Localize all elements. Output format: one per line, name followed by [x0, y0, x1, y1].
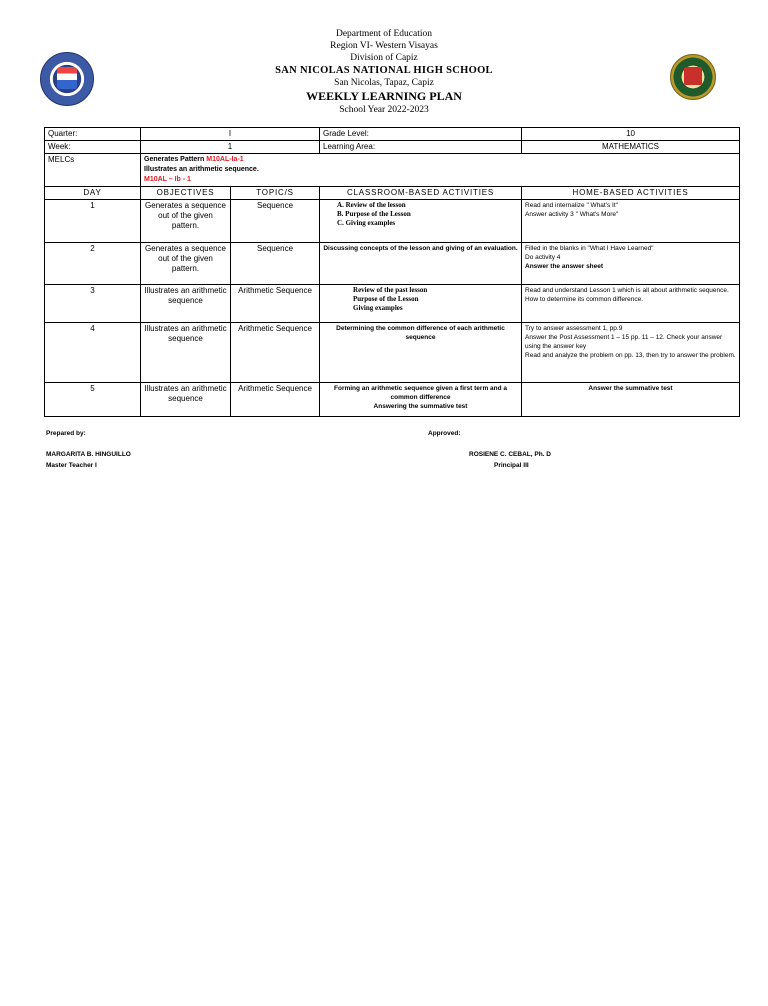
approved-label: Approved:: [428, 430, 461, 437]
header-topics: TOPIC/S: [231, 187, 320, 200]
objective-cell: Generates a sequence out of the given pattern.: [141, 200, 231, 243]
prepared-by-label: Prepared by:: [46, 430, 86, 437]
home-item: Read and understand Lesson 1 which is all about arithmetic sequence. How to determine its common difference.: [525, 287, 729, 303]
classroom-item: Review of the past lesson: [353, 286, 428, 294]
melc-2-code: M10AL – Ib - 1: [144, 176, 191, 183]
home-cell: [522, 200, 740, 243]
objective-cell: Illustrates an arithmetic sequence: [141, 285, 231, 323]
department-line: Department of Education: [335, 29, 433, 39]
area-value: MATHEMATICS: [522, 141, 740, 154]
home-item: Read and analyze the problem on pp. 13, then try to answer the problem.: [525, 352, 736, 359]
header-objectives: OBJECTIVES: [141, 187, 231, 200]
objective-cell: Illustrates an arithmetic sequence: [141, 323, 231, 383]
melc-1-text: Generates Pattern: [144, 156, 205, 163]
classroom-item: Forming an arithmetic sequence given a first term and a common difference: [334, 385, 508, 401]
header-classroom: CLASSROOM-BASED ACTIVITIES: [320, 187, 522, 200]
weekly-plan-table: [44, 127, 740, 417]
topic-cell: Arithmetic Sequence: [231, 323, 320, 383]
topic-cell: Arithmetic Sequence: [231, 285, 320, 323]
table-row: [45, 200, 740, 243]
week-label: Week:: [45, 141, 141, 154]
classroom-cell: [320, 285, 522, 323]
document-title: WEEKLY LEARNING PLAN: [306, 89, 462, 103]
school-year: School Year 2022-2023: [339, 105, 429, 115]
classroom-item: B. Purpose of the Lesson: [337, 210, 411, 218]
classroom-item: Discussing concepts of the lesson and giving of an evaluation.: [323, 245, 518, 252]
classroom-cell: [320, 383, 522, 417]
region-line: Region VI- Western Visayas: [330, 41, 438, 51]
classroom-cell: [320, 323, 522, 383]
day-cell: 3: [45, 285, 141, 323]
grade-label: Grade Level:: [320, 128, 522, 141]
area-label: Learning Area:: [320, 141, 522, 154]
column-header-row: [45, 187, 740, 200]
table-row: [45, 285, 740, 323]
topic-cell: Sequence: [231, 200, 320, 243]
home-item: Read and internalize " What's It": [525, 202, 618, 209]
quarter-value: I: [141, 128, 320, 141]
quarter-label: Quarter:: [45, 128, 141, 141]
approver-title: Principal III: [494, 462, 529, 469]
home-cell: [522, 243, 740, 285]
division-line: Division of Capiz: [350, 53, 418, 63]
home-item: Do activity 4: [525, 254, 561, 261]
classroom-cell: [320, 200, 522, 243]
header-home: HOME-BASED ACTIVITIES: [522, 187, 740, 200]
objective-cell: Illustrates an arithmetic sequence: [141, 383, 231, 417]
home-item: Answer the answer sheet: [525, 263, 604, 270]
quarter-row: [45, 128, 740, 141]
classroom-item: Purpose of the Lesson: [353, 295, 419, 303]
melc-2-text: Illustrates an arithmetic sequence.: [144, 166, 259, 173]
letterhead: [0, 28, 768, 116]
home-item: Filled in the blanks in "What I Have Learned": [525, 245, 654, 252]
table-row: [45, 383, 740, 417]
classroom-item: Determining the common difference of each arithmetic sequence: [336, 325, 505, 341]
classroom-item: Giving examples: [353, 304, 403, 312]
classroom-item: Answering the summative test: [373, 403, 468, 410]
home-cell: [522, 323, 740, 383]
preparer-name: MARGARITA B. HINGUILLO: [46, 451, 131, 458]
home-item: Answer the summative test: [588, 385, 673, 392]
classroom-cell: [320, 243, 522, 285]
preparer-title: Master Teacher I: [46, 462, 97, 469]
day-cell: 4: [45, 323, 141, 383]
melcs-row: [45, 154, 740, 187]
melc-1: [144, 155, 736, 165]
header-day: DAY: [45, 187, 141, 200]
week-row: [45, 141, 740, 154]
week-value: 1: [141, 141, 320, 154]
topic-cell: Sequence: [231, 243, 320, 285]
melcs-label: MELCs: [45, 154, 141, 187]
day-cell: 1: [45, 200, 141, 243]
school-address: San Nicolas, Tapaz, Capiz: [334, 78, 434, 88]
home-cell: [522, 285, 740, 323]
table-row: [45, 323, 740, 383]
day-cell: 5: [45, 383, 141, 417]
day-cell: 2: [45, 243, 141, 285]
melcs-content: [141, 154, 740, 187]
home-item: Try to answer assessment 1, pp.9: [525, 325, 623, 332]
home-item: Answer the Post Assessment 1 – 15 pp. 11 – 12. Check your answer using the answer key: [525, 334, 723, 350]
objective-cell: Generates a sequence out of the given pattern.: [141, 243, 231, 285]
school-name: SAN NICOLAS NATIONAL HIGH SCHOOL: [275, 65, 493, 76]
approver-name: ROSIENE C. CEBAL, Ph. D: [469, 451, 551, 458]
home-item: Answer activity 3 " What's More": [525, 211, 619, 218]
classroom-item: A. Review of the lesson: [337, 201, 406, 209]
table-row: [45, 243, 740, 285]
melc-1-code: M10AL-Ia-1: [206, 156, 244, 163]
home-cell: [522, 383, 740, 417]
classroom-item: C. Giving examples: [337, 219, 396, 227]
grade-value: 10: [522, 128, 740, 141]
topic-cell: Arithmetic Sequence: [231, 383, 320, 417]
